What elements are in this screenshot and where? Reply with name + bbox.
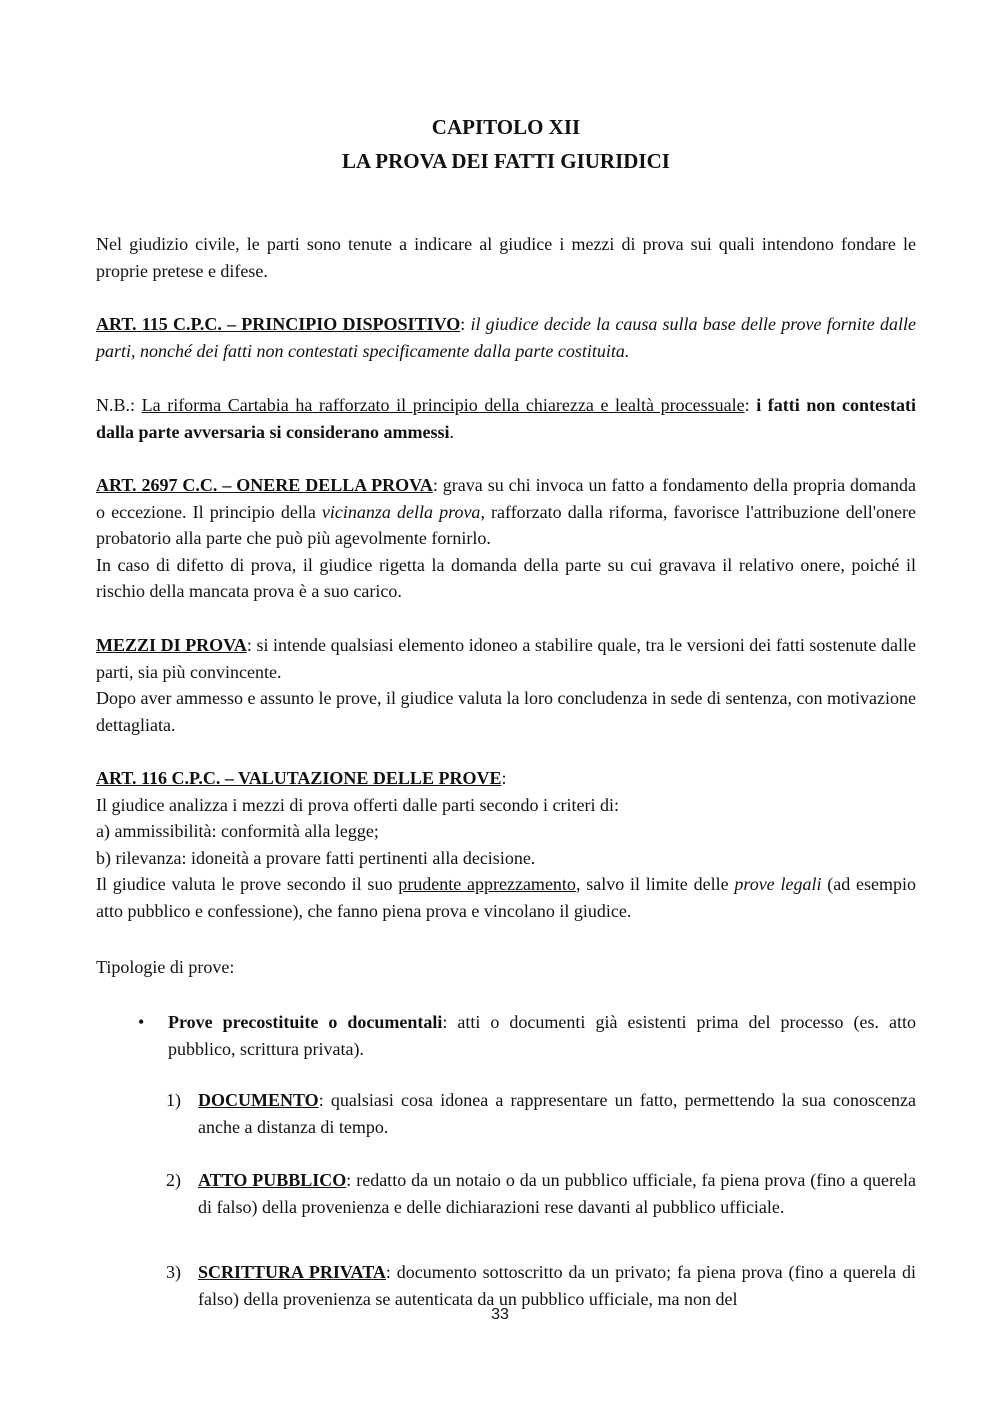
- list-heading: DOCUMENTO: [198, 1090, 319, 1110]
- list-item-1: [166, 1087, 916, 1140]
- art116-heading: ART. 116 C.P.C. – VALUTAZIONE DELLE PROVE: [96, 768, 502, 788]
- art116-line3: b) rilevanza: idoneità a provare fatti pertinenti alla decisione.: [96, 847, 536, 868]
- mezzi-text2: Dopo aver ammesso e assunto le prove, il giudice valuta la loro concludenza in sede di sentenza, con motivazione dettagliata.: [96, 688, 916, 735]
- art2697-text1: : grava su chi invoca un fatto a fondamento della propria domanda o eccezione. Il principio della: [96, 475, 916, 522]
- art115-text: il giudice decide la causa sulla base delle prove fornite dalle parti, nonché dei fatti non contestati specificamente dalla parte costituita.: [96, 314, 916, 361]
- nb-paragraph: [96, 392, 916, 445]
- list-heading: ATTO PUBBLICO: [198, 1170, 347, 1190]
- bullet-icon: •: [138, 1012, 145, 1032]
- art116-text-c: (ad esempio atto pubblico e confessione), che fanno piena prova e vincolano il giudice.: [96, 874, 917, 921]
- art2697-heading: ART. 2697 C.C. – ONERE DELLA PROVA: [96, 475, 433, 495]
- list-item-3: [166, 1259, 917, 1312]
- list-text: : redatto da un notaio o da un pubblico ufficiale, fa piena prova (fino a querela di falso) della provenienza e delle dichiarazioni rese davanti al pubblico ufficiale.: [198, 1170, 916, 1217]
- art116-text-a: Il giudice valuta le prove secondo il suo: [96, 874, 399, 895]
- art115-paragraph: [96, 311, 916, 364]
- mezzi-paragraph: [96, 632, 916, 738]
- mezzi-text1: : si intende qualsiasi elemento idoneo a stabilire quale, tra le versioni dei fatti sostenute dalle parti, sia più convincente.: [96, 635, 916, 682]
- bullet-text: : atti o documenti già esistenti prima del processo (es. atto pubblico, scrittura privata).: [168, 1012, 916, 1059]
- art116-underlined: prudente apprezzamento: [398, 874, 576, 895]
- tipologie-paragraph: [96, 954, 916, 981]
- nb-underlined: La riforma Cartabia ha rafforzato il principio della chiarezza e lealtà processuale: [141, 395, 745, 415]
- page-number: 33: [491, 1306, 509, 1323]
- art2697-italic: vicinanza della prova: [321, 501, 481, 522]
- art2697-paragraph: [96, 472, 916, 605]
- nb-end: .: [449, 421, 454, 442]
- art116-colon: :: [501, 768, 507, 788]
- list-text: : documento sottoscritto da un privato; fa piena prova (fino a querela di falso) della provenienza se autenticata da un pubblico ufficiale, ma non del: [198, 1262, 917, 1309]
- intro-paragraph: [96, 231, 916, 284]
- list-text: : qualsiasi cosa idonea a rappresentare un fatto, permettendo la sua conoscenza anche a distanza di tempo.: [198, 1090, 916, 1137]
- nb-bold: i fatti non contestati dalla parte avversaria si considerano ammessi: [96, 395, 916, 442]
- bullet-bold: Prove precostituite o documentali: [168, 1012, 443, 1032]
- list-number: 3): [166, 1262, 181, 1282]
- art115-separator: :: [460, 314, 471, 334]
- list-number: 1): [166, 1090, 181, 1110]
- art116-line2: a) ammissibilità: conformità alla legge;: [96, 821, 379, 842]
- art115-heading: ART. 115 C.P.C. – PRINCIPIO DISPOSITIVO: [96, 314, 461, 334]
- art116-italic: prove legali: [734, 874, 822, 895]
- list-item-2: [166, 1167, 916, 1220]
- art2697-text3: In caso di difetto di prova, il giudice rigetta la domanda della parte su cui gravava il relativo onere, poiché il rischio della mancata prova è a suo carico.: [96, 554, 916, 602]
- art116-text-b: , salvo il limite delle: [575, 874, 735, 895]
- nb-separator: :: [744, 395, 757, 415]
- list-heading: SCRITTURA PRIVATA: [198, 1262, 386, 1282]
- mezzi-heading: MEZZI DI PROVA: [96, 635, 247, 655]
- bullet-item: [138, 1009, 916, 1062]
- tipologie-text: Tipologie di prove:: [96, 957, 235, 977]
- art2697-text2: , rafforzato dalla riforma, favorisce l'attribuzione dell'onere probatorio alla parte che può più agevolmente fornirlo.: [96, 501, 917, 549]
- nb-prefix: N.B.:: [96, 395, 142, 415]
- chapter-number: CAPITOLO XII: [431, 115, 581, 139]
- intro-text: Nel giudizio civile, le parti sono tenute a indicare al giudice i mezzi di prova sui quali intendono fondare le proprie pretese e difese.: [96, 234, 916, 281]
- art116-paragraph: [96, 765, 916, 925]
- list-number: 2): [166, 1170, 181, 1190]
- chapter-title: LA PROVA DEI FATTI GIURIDICI: [342, 149, 670, 173]
- art116-line1: Il giudice analizza i mezzi di prova offerti dalle parti secondo i criteri di:: [96, 794, 619, 815]
